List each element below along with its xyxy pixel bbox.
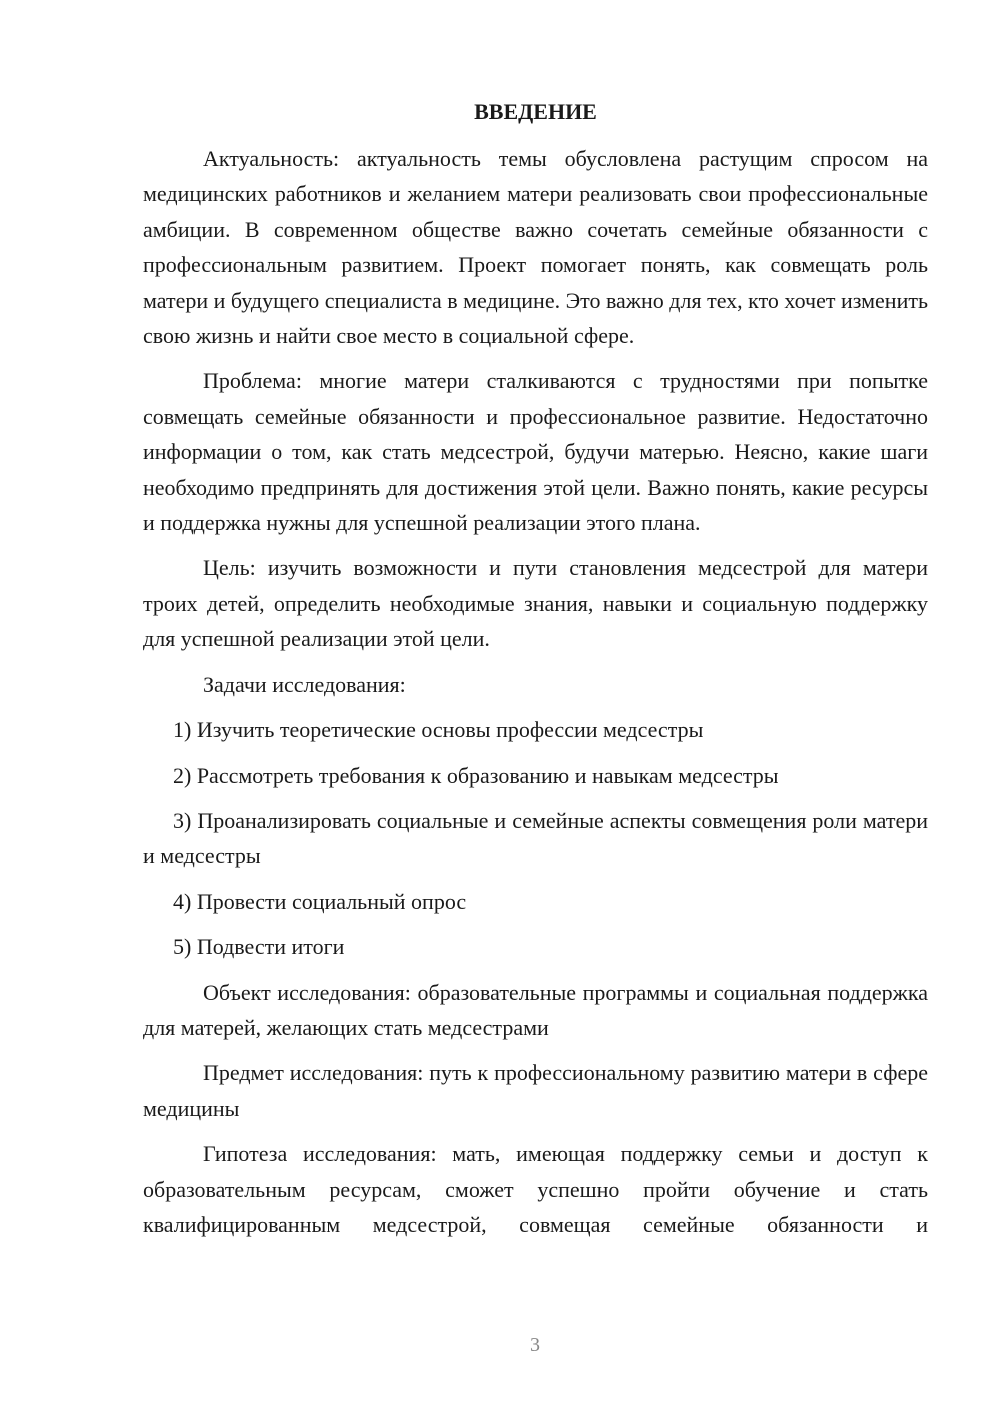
paragraph-hypothesis: Гипотеза исследования: мать, имеющая поддержку семьи и доступ к образовательным ресурсам, сможет успешно пройти обучение и стать квалифицированным медсестрой, совмещая семейные обязанности и [143, 1141, 928, 1237]
paragraph-subject: Предмет исследования: путь к профессиональному развитию матери в сфере медицины [143, 1060, 928, 1121]
document-body [143, 141, 928, 1252]
paragraph-problem: Проблема: многие матери сталкиваются с трудностями при попытке совмещать семейные обязанности и профессиональное развитие. Недостаточно информации о том, как стать медсестрой, будучи матерью. Неясно, какие шаги необходимо предпринять для достижения этой цели. Важно понять, какие ресурсы и поддержка нужны для успешной реализации этого плана. [143, 368, 928, 536]
task-item-3: 3) Проанализировать социальные и семейные аспекты совмещения роли матери и медсестры [143, 807, 928, 869]
paragraph-relevance: Актуальность: актуальность темы обусловлена растущим спросом на медицинских работников и желанием матери реализовать свои профессиональные амбиции. В современном обществе важно сочетать семейные обязанности с профессиональным развитием. Проект помогает понять, как совмещать роль матери и будущего специалиста в медицине. Это важно для тех, кто хочет изменить свою жизнь и найти свое место в социальной сфере. [143, 146, 928, 349]
tasks-heading: Задачи исследования: [203, 671, 406, 697]
task-item-1: 1) Изучить теоретические основы профессии медсестры [173, 717, 704, 743]
paragraph-goal: Цель: изучить возможности и пути становления медсестрой для матери троих детей, определить необходимые знания, навыки и социальную поддержку для успешной реализации этой цели. [143, 555, 928, 652]
paragraph-object: Объект исследования: образовательные программы и социальная поддержка для матерей, желающих стать медсестрами [143, 979, 928, 1040]
task-item-2: 2) Рассмотреть требования к образованию и навыкам медсестры [173, 762, 779, 788]
page-number: 3 [530, 1334, 540, 1356]
task-item-4: 4) Провести социальный опрос [173, 888, 467, 914]
task-item-5: 5) Подвести итоги [173, 934, 345, 960]
page-title: ВВЕДЕНИЕ [474, 99, 597, 124]
